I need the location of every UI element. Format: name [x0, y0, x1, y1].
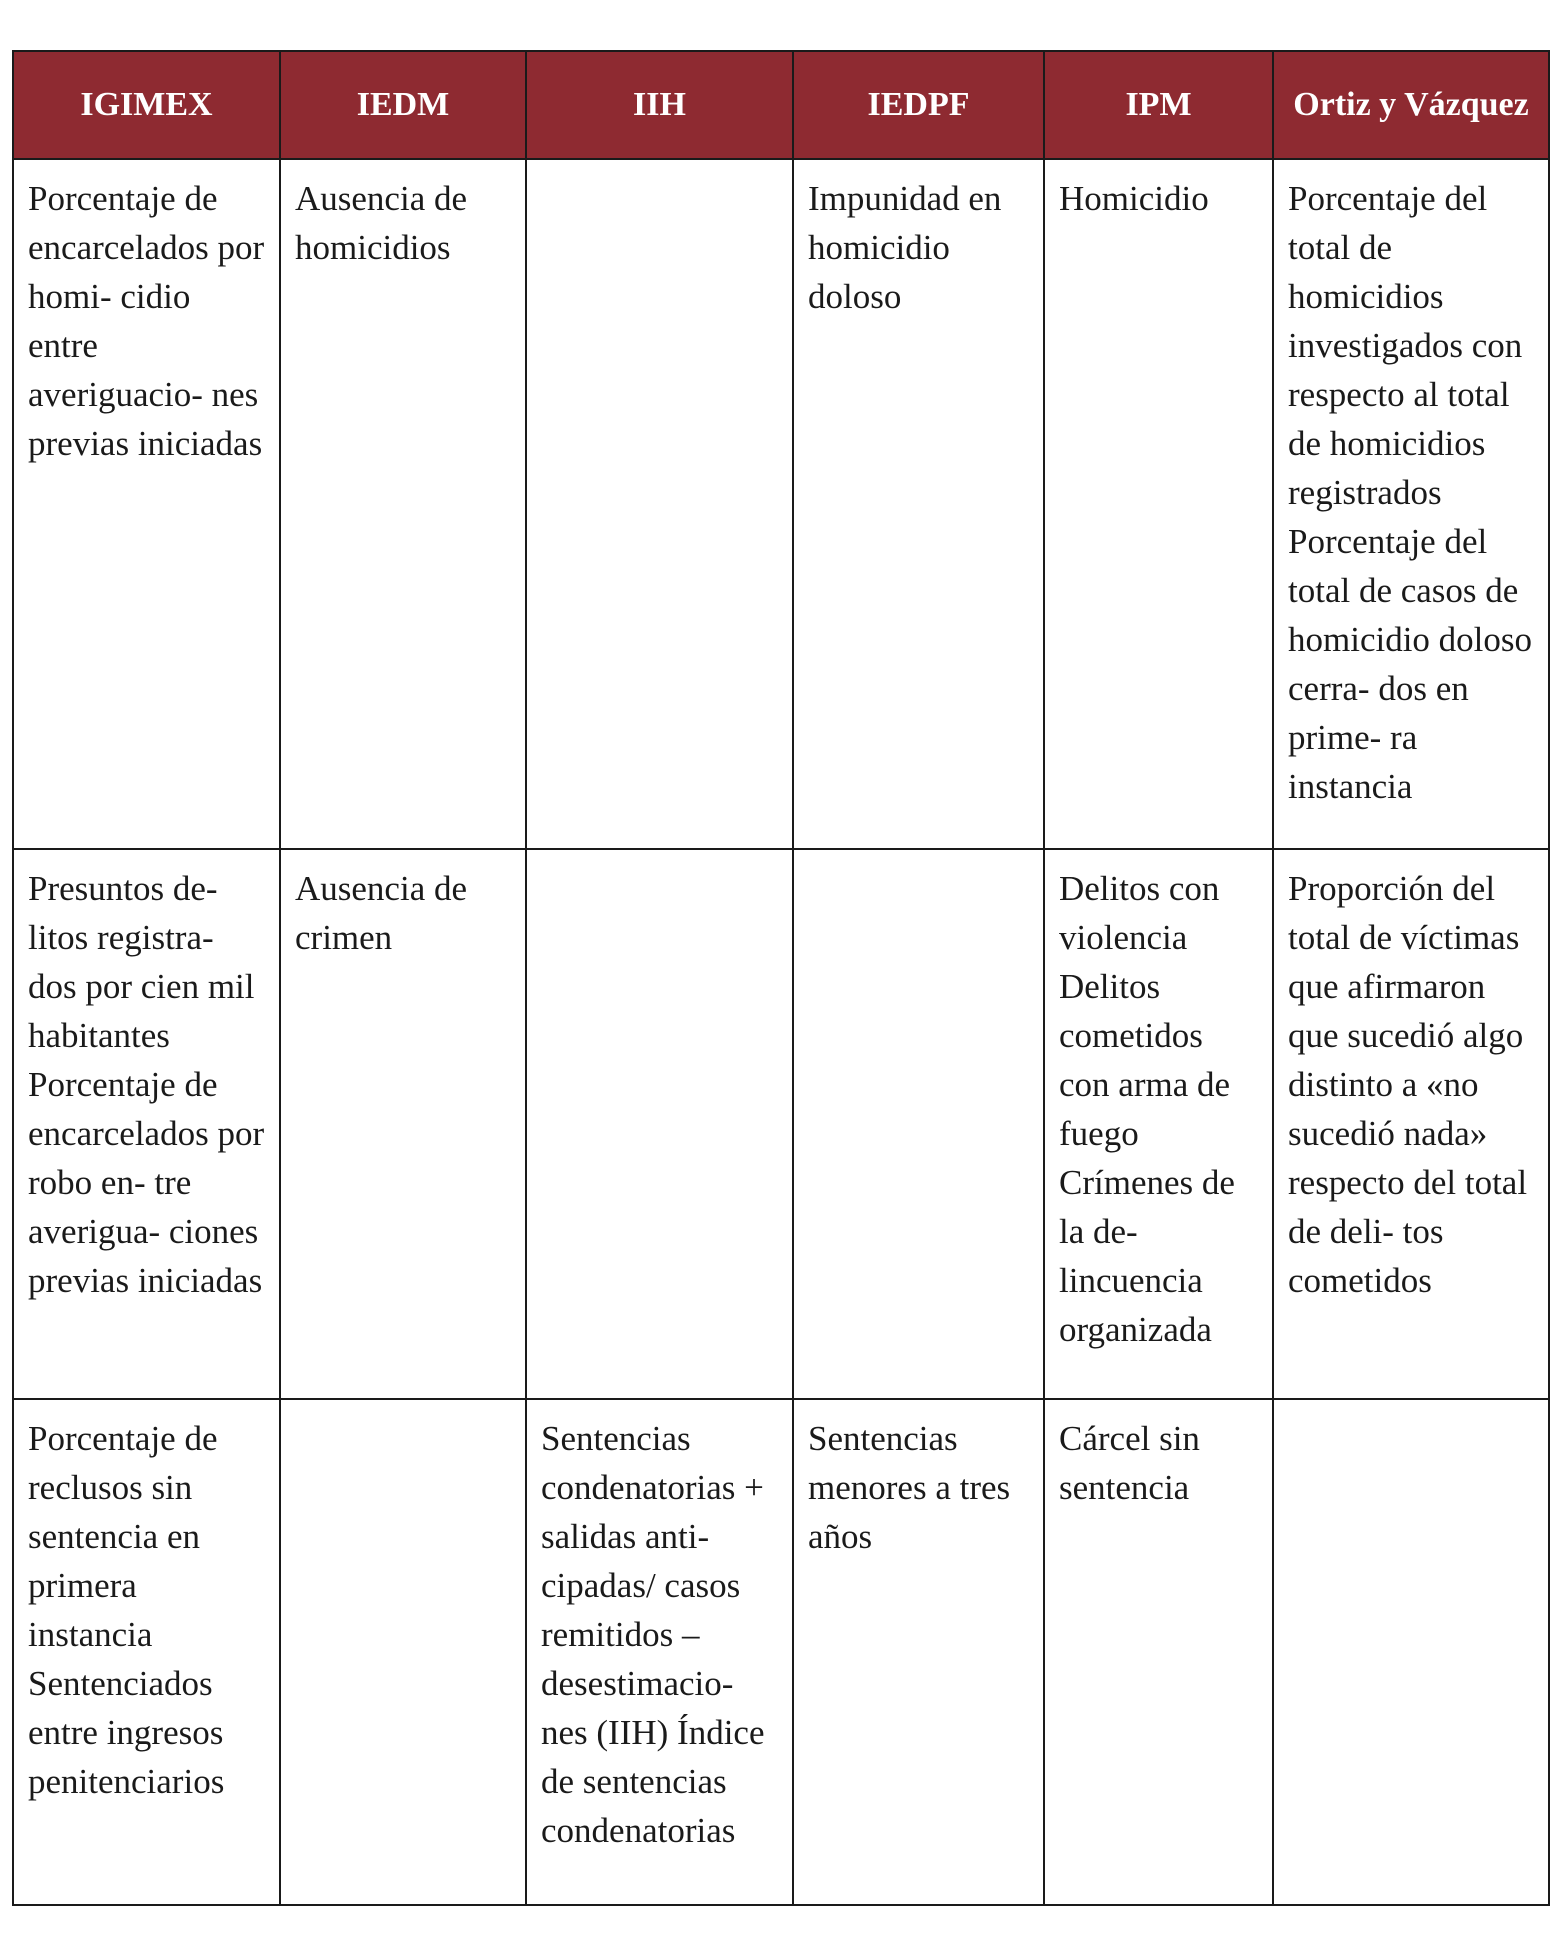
- table-cell: Delitos con violencia Delitos cometidos con arma de fuego Crímenes de la de- lincuencia organizada: [1044, 849, 1273, 1399]
- column-header-ipm: IPM: [1044, 51, 1273, 159]
- table-cell: Proporción del total de víctimas que afirmaron que sucedió algo distinto a «no sucedió nada» respecto del total de deli- tos cometidos: [1273, 849, 1549, 1399]
- table-cell: Porcentaje de reclusos sin sentencia en primera instancia Sentenciados entre ingresos penitenciarios: [13, 1399, 280, 1905]
- column-header-iedm: IEDM: [280, 51, 526, 159]
- table-row: [13, 159, 1549, 849]
- table-cell: [1273, 1399, 1549, 1905]
- column-header-ortiz-vazquez: Ortiz y Vázquez: [1273, 51, 1549, 159]
- table-row: [13, 849, 1549, 1399]
- column-header-igimex: IGIMEX: [13, 51, 280, 159]
- column-header-iih: IIH: [526, 51, 793, 159]
- table-cell: [280, 1399, 526, 1905]
- table-cell: Porcentaje del total de homicidios investigados con respecto al total de homicidios registrados Porcentaje del total de casos de homicidio doloso cerra- dos en prime- ra instancia: [1273, 159, 1549, 849]
- table-cell: Porcentaje de encarcelados por homi- cidio entre averiguacio- nes previas iniciadas: [13, 159, 280, 849]
- column-header-iedpf: IEDPF: [793, 51, 1044, 159]
- table-cell: Presuntos de- litos registra- dos por cien mil habitantes Porcentaje de encarcelados por robo en- tre averigua- ciones previas iniciadas: [13, 849, 280, 1399]
- table-cell: [526, 159, 793, 849]
- table-cell: Sentencias condenatorias + salidas anti- cipadas/ casos remitidos – desestimacio- nes (IIH) Índice de sentencias condenatorias: [526, 1399, 793, 1905]
- table-cell: Homicidio: [1044, 159, 1273, 849]
- table-cell: Ausencia de homicidios: [280, 159, 526, 849]
- table-cell: [526, 849, 793, 1399]
- comparison-table: [12, 50, 1550, 1906]
- table-cell: Ausencia de crimen: [280, 849, 526, 1399]
- table-cell: Sentencias menores a tres años: [793, 1399, 1044, 1905]
- comparison-table-container: [12, 50, 1548, 1906]
- table-cell: Cárcel sin sentencia: [1044, 1399, 1273, 1905]
- header-row: [13, 51, 1549, 159]
- table-cell: [793, 849, 1044, 1399]
- table-row: [13, 1399, 1549, 1905]
- table-cell: Impunidad en homicidio doloso: [793, 159, 1044, 849]
